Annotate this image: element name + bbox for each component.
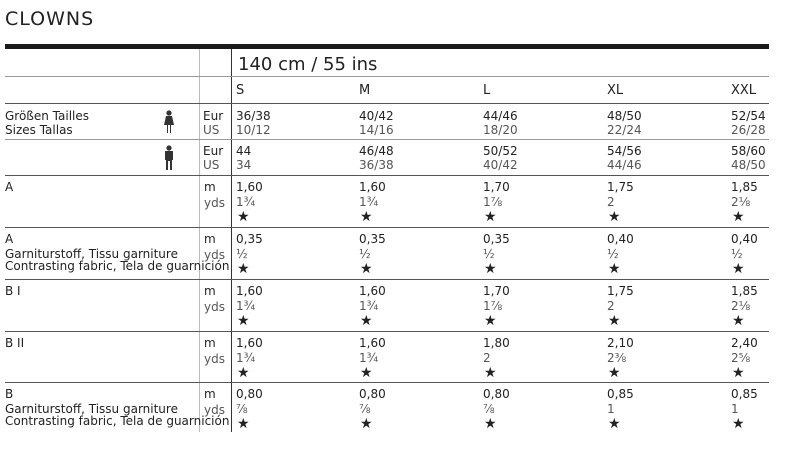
women-us-unit: US [203, 123, 220, 137]
yards-value: 1⅞ [483, 195, 503, 209]
star-icon: ★ [360, 209, 373, 225]
women-us-size: 22/24 [607, 123, 642, 137]
men-eur-size: 54/56 [607, 144, 642, 158]
row-divider [5, 227, 769, 228]
star-icon: ★ [732, 365, 745, 381]
star-icon: ★ [237, 313, 250, 329]
row-divider [5, 76, 769, 77]
metres-value: 0,35 [236, 232, 263, 246]
women-us-size: 10/12 [236, 123, 271, 137]
star-icon: ★ [360, 313, 373, 329]
yards-value: ½ [607, 247, 619, 261]
men-us-size: 48/50 [731, 158, 766, 172]
star-icon: ★ [237, 261, 250, 277]
star-icon: ★ [608, 261, 621, 277]
unit-yds: yds [204, 248, 225, 262]
star-icon: ★ [608, 365, 621, 381]
metres-value: 0,40 [731, 232, 758, 246]
row-label: B [5, 387, 14, 401]
women-us-size: 26/28 [731, 123, 766, 137]
metres-value: 0,80 [359, 387, 386, 401]
metres-value: 0,40 [607, 232, 634, 246]
star-icon: ★ [484, 365, 497, 381]
women-eur-size: 40/42 [359, 109, 394, 123]
metres-value: 1,85 [731, 284, 758, 298]
women-eur-size: 36/38 [236, 109, 271, 123]
men-eur-size: 46/48 [359, 144, 394, 158]
men-eur-size: 50/52 [483, 144, 518, 158]
metres-value: 0,85 [607, 387, 634, 401]
star-icon: ★ [237, 365, 250, 381]
row-label: B I [5, 284, 21, 298]
metres-value: 0,35 [483, 232, 510, 246]
title-rule [5, 44, 769, 49]
metres-value: 2,10 [607, 336, 634, 350]
star-icon: ★ [608, 209, 621, 225]
men-eur-size: 44 [236, 144, 252, 158]
star-icon: ★ [484, 209, 497, 225]
unit-m: m [204, 336, 216, 350]
star-icon: ★ [237, 416, 250, 432]
men-us-size: 36/38 [359, 158, 394, 172]
yards-value: 2⅝ [731, 351, 751, 365]
women-us-size: 14/16 [359, 123, 394, 137]
women-eur-unit: Eur [203, 109, 224, 123]
metres-value: 1,70 [483, 284, 510, 298]
yards-value: 2⅛ [731, 299, 751, 313]
yards-value: ½ [483, 247, 495, 261]
women-eur-size: 52/54 [731, 109, 766, 123]
metres-value: 1,60 [236, 180, 263, 194]
metres-value: 0,85 [731, 387, 758, 401]
row-label: A [5, 232, 14, 246]
metres-value: 1,75 [607, 180, 634, 194]
metres-value: 2,40 [731, 336, 758, 350]
yards-value: 1¾ [359, 195, 379, 209]
metres-value: 0,80 [236, 387, 263, 401]
yards-value: 1¾ [359, 299, 379, 313]
yards-value: 2⅛ [731, 195, 751, 209]
men-us-unit: US [203, 158, 220, 172]
unit-m: m [204, 180, 216, 194]
star-icon: ★ [360, 416, 373, 432]
yards-value: 2 [483, 351, 491, 365]
size-label-line1: Größen Tailles [5, 109, 90, 123]
metres-value: 0,80 [483, 387, 510, 401]
yards-value: 1¾ [236, 299, 256, 313]
yards-value: ½ [731, 247, 743, 261]
metres-value: 1,60 [236, 284, 263, 298]
metres-value: 1,60 [359, 336, 386, 350]
metres-value: 1,60 [359, 284, 386, 298]
yards-value: ½ [236, 247, 248, 261]
size-header-s: S [236, 83, 245, 98]
row-label: A [5, 180, 14, 194]
size-label-line2: Sizes Tallas [5, 123, 73, 137]
star-icon: ★ [608, 313, 621, 329]
yards-value: 1⅞ [483, 299, 503, 313]
column-divider-units [199, 49, 200, 432]
unit-yds: yds [204, 352, 225, 366]
row-divider [5, 279, 769, 280]
row-divider [5, 331, 769, 332]
star-icon: ★ [360, 261, 373, 277]
woman-icon [162, 110, 176, 134]
page-title: CLOWNS [5, 8, 95, 30]
yards-value: 2 [607, 299, 615, 313]
unit-yds: yds [204, 196, 225, 210]
unit-m: m [204, 387, 216, 401]
star-icon: ★ [732, 209, 745, 225]
size-header-l: L [483, 83, 491, 98]
row-label: B II [5, 336, 25, 350]
unit-m: m [204, 232, 216, 246]
yards-value: ½ [359, 247, 371, 261]
women-eur-size: 44/46 [483, 109, 518, 123]
metres-value: 1,60 [359, 180, 386, 194]
metres-value: 1,85 [731, 180, 758, 194]
size-header-xl: XL [607, 83, 624, 98]
unit-yds: yds [204, 300, 225, 314]
star-icon: ★ [608, 416, 621, 432]
metres-value: 1,60 [236, 336, 263, 350]
star-icon: ★ [484, 416, 497, 432]
star-icon: ★ [484, 261, 497, 277]
men-us-size: 34 [236, 158, 252, 172]
row-sublabel: Garniturstoff, Tissu garniture [5, 402, 178, 416]
unit-yds: yds [204, 403, 225, 417]
row-divider [5, 103, 769, 104]
men-us-size: 44/46 [607, 158, 642, 172]
row-divider [5, 139, 769, 140]
metres-value: 1,80 [483, 336, 510, 350]
yards-value: 2 [607, 195, 615, 209]
men-us-size: 40/42 [483, 158, 518, 172]
metres-value: 1,75 [607, 284, 634, 298]
metres-value: 0,35 [359, 232, 386, 246]
men-eur-size: 58/60 [731, 144, 766, 158]
star-icon: ★ [484, 313, 497, 329]
yards-value: 1 [607, 402, 615, 416]
row-sublabel: Contrasting fabric, Tela de guarnición [5, 414, 230, 428]
women-us-size: 18/20 [483, 123, 518, 137]
yards-value: ⅞ [483, 402, 495, 416]
star-icon: ★ [732, 261, 745, 277]
yards-value: 2⅜ [607, 351, 627, 365]
row-sublabel: Contrasting fabric, Tela de guarnición [5, 259, 230, 273]
row-divider [5, 175, 769, 176]
star-icon: ★ [237, 209, 250, 225]
star-icon: ★ [732, 416, 745, 432]
star-icon: ★ [360, 365, 373, 381]
unit-m: m [204, 284, 216, 298]
column-divider-values [231, 49, 232, 432]
yards-value: 1¾ [359, 351, 379, 365]
yards-value: ⅞ [236, 402, 248, 416]
star-icon: ★ [732, 313, 745, 329]
women-eur-size: 48/50 [607, 109, 642, 123]
row-divider [5, 382, 769, 383]
size-header-m: M [359, 83, 371, 98]
yards-value: ⅞ [359, 402, 371, 416]
yards-value: 1¾ [236, 195, 256, 209]
man-icon [162, 145, 176, 171]
size-header-xxl: XXL [731, 83, 757, 98]
fabric-width: 140 cm / 55 ins [238, 54, 378, 75]
metres-value: 1,70 [483, 180, 510, 194]
men-eur-unit: Eur [203, 144, 224, 158]
yards-value: 1¾ [236, 351, 256, 365]
yards-value: 1 [731, 402, 739, 416]
row-sublabel: Garniturstoff, Tissu garniture [5, 247, 178, 261]
